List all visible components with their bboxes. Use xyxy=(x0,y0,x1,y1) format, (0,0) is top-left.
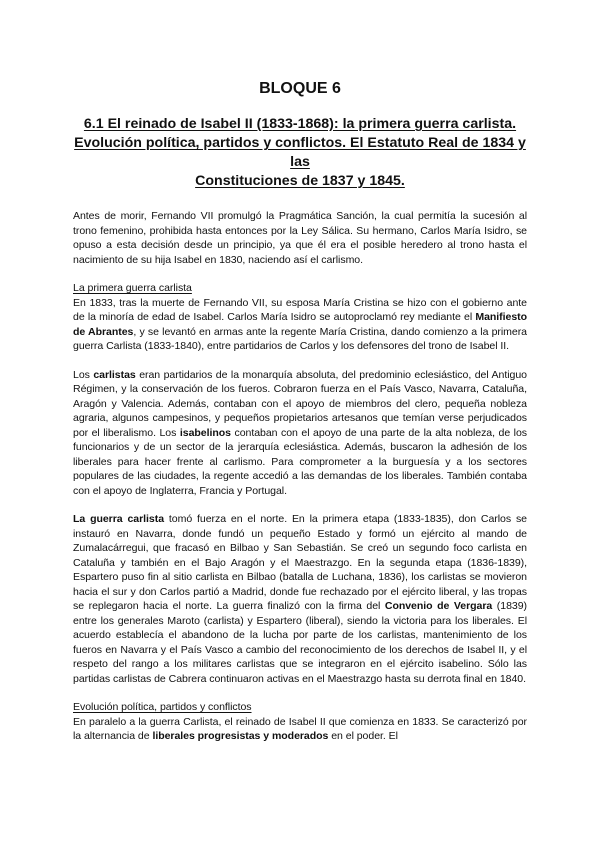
paragraph-1-bold-manifiesto: Manifiesto de Abrantes xyxy=(73,311,527,338)
paragraph-2-bold-carlistas: carlistas xyxy=(93,368,136,381)
paragraph-3-text-d: (1839) entre los generales Maroto (carlista) y Espartero (liberal), siendo la victoria para los liberales. El acuerdo establecía el abandono de la lucha por parte de los carlistas, mantenimiento de los fueros en Navarra y el País Vasco a cambio del reconocimiento de los derechos de Isabel II, y el respeto del rango a los militares carlistas que se integraron en el ejército isabelino. Sólo las partidas carlistas de Cabrera continuaron activas en el Maestrazgo hasta su derrota final en 1840. xyxy=(73,600,527,685)
section-title-line-1: 6.1 El reinado de Isabel II (1833-1868): la primera guerra carlista. xyxy=(83,116,517,132)
section-title-line-3: Constituciones de 1837 y 1845. xyxy=(195,173,405,189)
section-title-line-2: Evolución política, partidos y conflictos. El Estatuto Real de 1834 y las xyxy=(74,135,526,170)
paragraph-4 xyxy=(73,715,527,744)
paragraph-1 xyxy=(73,296,527,354)
subheading-primera-guerra-carlista: La primera guerra carlista xyxy=(73,282,192,294)
paragraph-1-text-c: , y se levantó en armas ante la regente María Cristina, dando comienzo a la primera guerra Carlista (1833-1840), entre partidarios de Carlos y los defensores del trono de Isabel II. xyxy=(73,325,527,352)
paragraph-2-text-e: contaban con el apoyo de una parte de la alta nobleza, de los funcionarios y de un sector de la jerarquía eclesiástica. Además, buscaron la adhesión de los liberales para hacer frente al carlismo. Para comprometer a la burguesía y a los sectores populares de las ciudades, la regente accedió a las demandas de los liberales. También contaba con el apoyo de Inglaterra, Francia y Portugal. xyxy=(73,426,527,497)
paragraph-2-bold-isabelinos: isabelinos xyxy=(179,426,231,439)
paragraph-1-text-a: En 1833, tras la muerte de Fernando VII, su esposa María Cristina se hizo con el gobierno ante de la minoría de edad de Isabel. Carlos María Isidro se autoproclamó rey mediante el xyxy=(73,296,527,323)
block-title: BLOQUE 6 xyxy=(259,80,341,97)
paragraph-3-bold-guerra: La guerra carlista xyxy=(73,513,165,525)
paragraph-4-bold-liberales: liberales progresistas y moderados xyxy=(152,730,329,742)
paragraph-4-text-a: En paralelo a la guerra Carlista, el reinado de Isabel II que comienza en 1833. Se caracterizó por la alternancia de xyxy=(73,715,527,742)
section-title xyxy=(73,115,527,191)
paragraph-2-text-a: Los xyxy=(73,368,94,381)
paragraph-2 xyxy=(73,368,527,499)
paragraph-3-text-b: tomó fuerza en el norte. En la primera etapa (1833-1835), don Carlos se instauró en Navarra, donde fundó un pequeño Estado y formó un ejército al mando de Zumalacárregui, que fracasó en Bilbao y San Sebastián. Se creó un segundo foco carlista en Cataluña y también en el Bajo Aragón y el Maestrazgo. En la segunda etapa (1836-1839), Espartero puso fin al sitio carlista en Bilbao (batalla de Luchana, 1836), los carlistas se movieron hacia el sur y don Carlos partió a Madrid, donde fue rechazado por el ejército liberal, y las tropas se replegaron hacia el norte. La guerra finalizó con la firma del xyxy=(73,513,527,612)
paragraph-3 xyxy=(73,512,527,686)
subheading-evolucion-politica: Evolución política, partidos y conflictos xyxy=(73,701,252,713)
paragraph-3-bold-convenio: Convenio de Vergara xyxy=(384,600,493,612)
paragraph-4-text-c: en el poder. El xyxy=(328,730,398,742)
paragraph-2-text-c: eran partidarios de la monarquía absoluta, del predominio eclesiástico, del Antiguo Régimen, y la conservación de los fueros. Cobraron fuerza en el País Vasco, Navarra, Cataluña, Aragón y Valencia. Además, contaban con el apoyo de miembros del clero, pequeña nobleza agraria, algunos campesinos, y pequeños propietarios artesanos que temían verse perjudicados por el liberalismo. Los xyxy=(73,368,527,439)
intro-paragraph: Antes de morir, Fernando VII promulgó la Pragmática Sanción, la cual permitía la sucesión al trono femenino, prohibida hasta entonces por la Ley Sálica. Su hermano, Carlos María Isidro, se opuso a esta decisión desde un principio, ya que él era el posible heredero al trono hasta el nacimiento de su hija Isabel en 1830, naciendo así el carlismo. xyxy=(73,210,527,266)
